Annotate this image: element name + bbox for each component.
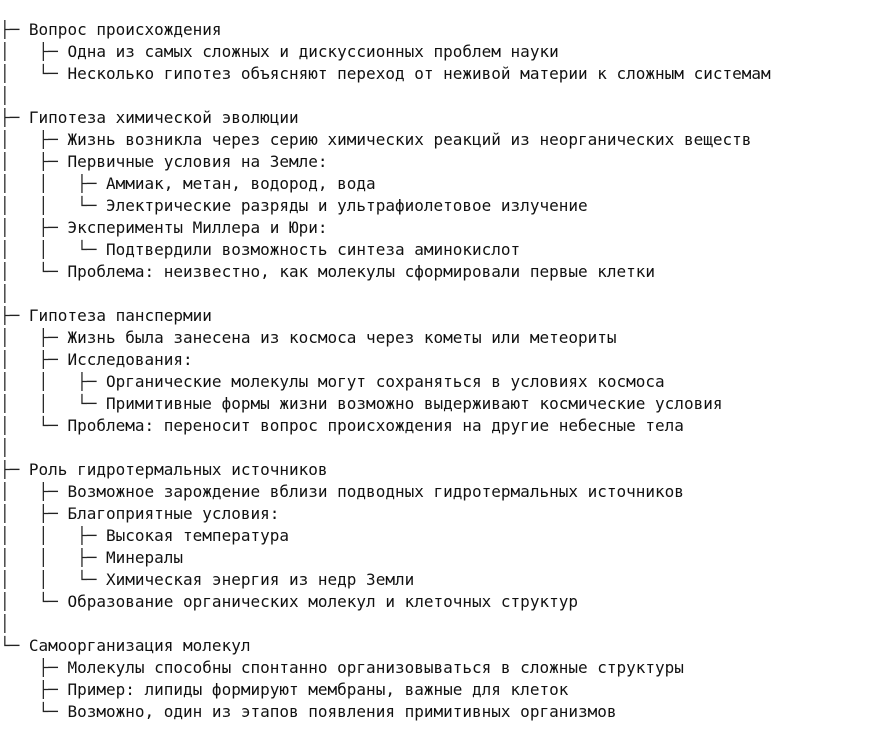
tree-node <box>0 63 771 85</box>
tree-connector: ├─ <box>0 20 29 39</box>
tree-node <box>0 657 684 679</box>
tree-connector: │ └─ <box>0 416 68 435</box>
tree-node <box>0 459 328 481</box>
tree-node-label: Эксперименты Миллера и Юри: <box>67 218 328 237</box>
tree-node-label: Вопрос происхождения <box>28 20 222 39</box>
tree-node-label: Химическая энергия из недр Земли <box>105 570 415 589</box>
tree-node <box>0 525 289 547</box>
tree-node-label: Проблема: неизвестно, как молекулы сформировали первые клетки <box>67 262 656 281</box>
tree-node-label: Молекулы способны спонтанно организовываться в сложные структуры <box>67 658 684 677</box>
tree-node-label: Возможно, один из этапов появления примитивных организмов <box>67 702 617 721</box>
tree-node-label: Одна из самых сложных и дискуссионных проблем науки <box>67 42 559 61</box>
tree-connector: │ <box>0 284 10 303</box>
tree-connector: │ │ └─ <box>0 570 106 589</box>
tree-connector: │ <box>0 614 10 633</box>
tree-node <box>0 415 684 437</box>
tree-node <box>0 701 617 723</box>
tree-node <box>0 327 617 349</box>
tree-node-label: Благоприятные условия: <box>67 504 280 523</box>
tree-node <box>0 129 751 151</box>
tree-node <box>0 635 250 657</box>
tree-connector: │ ├─ <box>0 152 68 171</box>
tree-connector: │ │ ├─ <box>0 174 106 193</box>
tree-connector: └─ <box>0 702 68 721</box>
tree-connector: │ │ ├─ <box>0 526 106 545</box>
tree-node-label: Электрические разряды и ультрафиолетовое излучение <box>105 196 588 215</box>
tree-node <box>0 349 193 371</box>
tree-connector: │ └─ <box>0 592 68 611</box>
tree-connector: │ ├─ <box>0 482 68 501</box>
tree-connector: │ ├─ <box>0 218 68 237</box>
tree-node <box>0 371 665 393</box>
tree-spacer <box>0 283 10 305</box>
tree-node-label: Возможное зарождение вблизи подводных гидротермальных источников <box>67 482 684 501</box>
tree-connector: ├─ <box>0 460 29 479</box>
tree-node <box>0 503 279 525</box>
tree-node <box>0 41 559 63</box>
tree-connector: │ <box>0 438 10 457</box>
tree-node-label: Примитивные формы жизни возможно выдерживают космические условия <box>105 394 723 413</box>
tree-node-label: Аммиак, метан, водород, вода <box>105 174 376 193</box>
tree-node-label: Образование органических молекул и клеточных структур <box>67 592 578 611</box>
tree-node-label: Несколько гипотез объясняют переход от неживой материи к сложным системам <box>67 64 771 83</box>
tree-node-label: Органические молекулы могут сохраняться в условиях космоса <box>105 372 665 391</box>
tree-connector: ├─ <box>0 680 68 699</box>
tree-connector: ├─ <box>0 658 68 677</box>
tree-node <box>0 481 684 503</box>
tree-connector: │ └─ <box>0 262 68 281</box>
tree-spacer <box>0 613 10 635</box>
tree-connector: │ │ └─ <box>0 394 106 413</box>
tree-node-label: Исследования: <box>67 350 193 369</box>
tree-node-label: Проблема: переносит вопрос происхождения на другие небесные тела <box>67 416 684 435</box>
tree-node <box>0 173 376 195</box>
tree-node <box>0 217 328 239</box>
tree-node <box>0 261 655 283</box>
tree-node <box>0 569 414 591</box>
tree-node-label: Минералы <box>105 548 184 567</box>
tree-node <box>0 547 183 569</box>
tree-connector: ├─ <box>0 306 29 325</box>
tree-node-label: Высокая температура <box>105 526 289 545</box>
tree-spacer <box>0 437 10 459</box>
tree-node-label: Подтвердили возможность синтеза аминокислот <box>105 240 521 259</box>
tree-node <box>0 19 222 41</box>
tree-node <box>0 305 212 327</box>
tree-node-label: Пример: липиды формируют мембраны, важные для клеток <box>67 680 569 699</box>
tree-node <box>0 195 588 217</box>
tree-connector: │ │ └─ <box>0 196 106 215</box>
tree-connector: ├─ <box>0 108 29 127</box>
tree-node-label: Жизнь была занесена из космоса через кометы или метеориты <box>67 328 617 347</box>
tree-connector: │ │ ├─ <box>0 548 106 567</box>
tree-node <box>0 151 328 173</box>
tree-node-label: Первичные условия на Земле: <box>67 152 328 171</box>
tree-node <box>0 239 520 261</box>
tree-connector: │ ├─ <box>0 350 68 369</box>
tree-node-label: Гипотеза химической эволюции <box>28 108 299 127</box>
tree-node-label: Самоорганизация молекул <box>28 636 251 655</box>
tree-connector: │ ├─ <box>0 130 68 149</box>
tree-node-label: Гипотеза панспермии <box>28 306 212 325</box>
tree-connector: │ │ └─ <box>0 240 106 259</box>
tree-node-label: Роль гидротермальных источников <box>28 460 328 479</box>
tree-node-label: Жизнь возникла через серию химических реакций из неорганических веществ <box>67 130 752 149</box>
tree-connector: │ ├─ <box>0 504 68 523</box>
tree-node <box>0 393 722 415</box>
tree-node <box>0 107 299 129</box>
tree-connector: │ └─ <box>0 64 68 83</box>
tree-node <box>0 591 578 613</box>
tree-node <box>0 679 568 701</box>
tree-connector: │ <box>0 86 10 105</box>
tree-connector: │ ├─ <box>0 42 68 61</box>
tree-spacer <box>0 85 10 107</box>
tree-connector: │ │ ├─ <box>0 372 106 391</box>
tree-connector: └─ <box>0 636 29 655</box>
tree-connector: │ ├─ <box>0 328 68 347</box>
